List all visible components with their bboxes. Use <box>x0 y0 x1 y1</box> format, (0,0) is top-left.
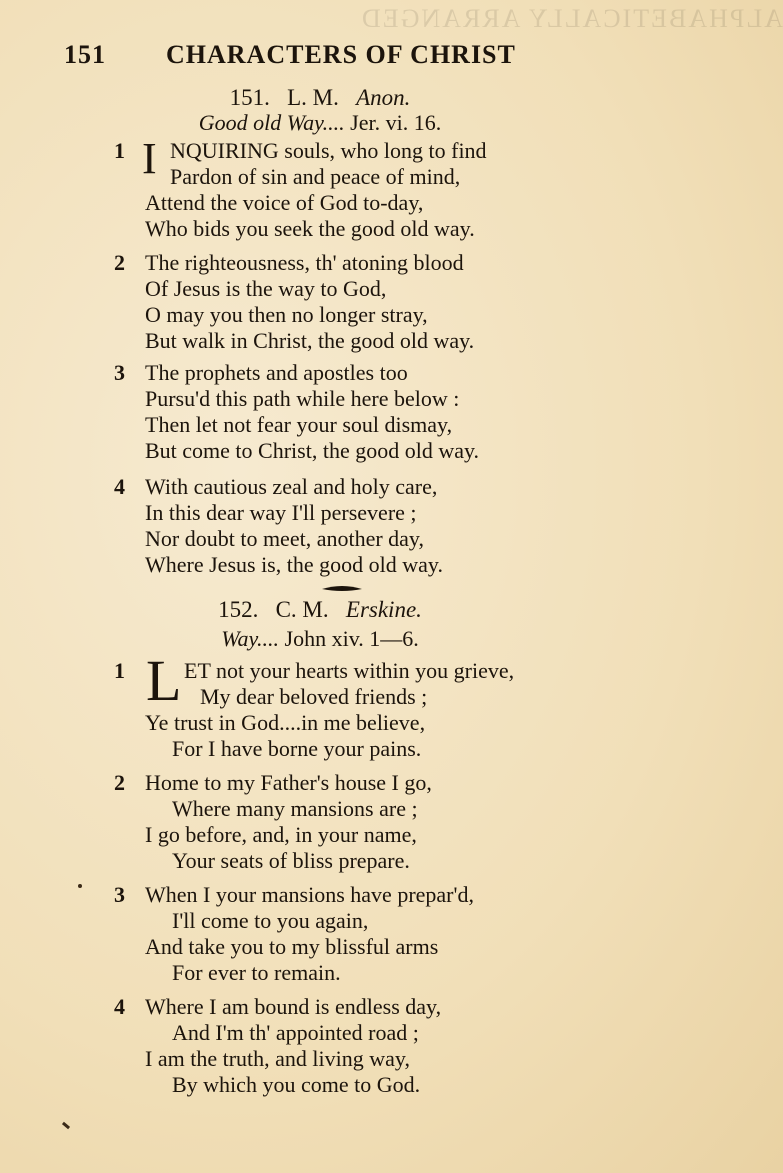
verse-line: Home to my Father's house I go, <box>145 770 432 795</box>
verse-line: Pardon of sin and peace of mind, <box>170 164 461 189</box>
verse-line: I'll come to you again, <box>172 908 369 933</box>
stanza-number: 2 <box>114 770 125 795</box>
stanza-number: 4 <box>114 474 125 499</box>
verse-line: Nor doubt to meet, another day, <box>145 526 424 551</box>
ornament-rule <box>322 585 362 593</box>
page-number: 151 <box>64 40 106 69</box>
hymn-theme: Way.... <box>221 626 280 651</box>
stanza-number: 1 <box>114 658 125 683</box>
verse-line: NQUIRING souls, who long to find <box>170 138 487 163</box>
running-header <box>0 40 640 74</box>
verse-line: For I have borne your pains. <box>172 736 422 761</box>
verse-line: By which you come to God. <box>172 1072 421 1097</box>
verse-line: O may you then no longer stray, <box>145 302 428 327</box>
verse-line: The prophets and apostles too <box>145 360 408 385</box>
verse-line: But walk in Christ, the good old way. <box>145 328 475 353</box>
hymn-meter: L. M. <box>287 85 339 110</box>
verse-line: And take you to my blissful arms <box>145 934 439 959</box>
verse-line: Then let not fear your soul dismay, <box>145 412 453 437</box>
drop-cap: I <box>142 134 157 183</box>
verse-line: With cautious zeal and holy care, <box>145 474 438 499</box>
drop-cap: L <box>146 648 182 713</box>
stanza-number: 3 <box>114 882 125 907</box>
hymn-meter: C. M. <box>275 597 329 622</box>
verse-line: And I'm th' appointed road ; <box>172 1020 419 1045</box>
stanza-number: 3 <box>114 360 125 385</box>
verse-line: ET not your hearts within you grieve, <box>184 658 515 683</box>
hymn-author: Erskine. <box>345 597 422 622</box>
hymn-151-heading <box>0 84 640 112</box>
hymn-number: 151. <box>229 85 270 110</box>
hymn-152-subtitle <box>0 626 640 652</box>
verse-line: Your seats of bliss prepare. <box>172 848 410 873</box>
ink-mark <box>62 1122 70 1129</box>
hymn-number: 152. <box>218 597 259 622</box>
bleed-through-text: ALPHABETICALLY ARRANGED <box>360 4 783 33</box>
verse-line: In this dear way I'll persevere ; <box>145 500 417 525</box>
verse-line: Where many mansions are ; <box>172 796 418 821</box>
hymn-151-subtitle <box>0 110 640 136</box>
verse-line: Of Jesus is the way to God, <box>145 276 387 301</box>
stanza-number: 4 <box>114 994 125 1019</box>
scripture-reference: Jer. vi. 16. <box>350 110 442 135</box>
stanza-number: 1 <box>114 138 125 163</box>
verse-line: I am the truth, and living way, <box>145 1046 410 1071</box>
verse-line: Ye trust in God....in me believe, <box>145 710 426 735</box>
verse-line: Pursu'd this path while here below : <box>145 386 460 411</box>
verse-line: The righteousness, th' atoning blood <box>145 250 464 275</box>
verse-line: When I your mansions have prepar'd, <box>145 882 474 907</box>
running-title: CHARACTERS OF CHRIST <box>166 40 516 69</box>
verse-line: Who bids you seek the good old way. <box>145 216 475 241</box>
verse-line: Where I am bound is endless day, <box>145 994 442 1019</box>
hymn-author: Anon. <box>356 85 411 110</box>
verse-line: For ever to remain. <box>172 960 341 985</box>
scripture-reference: John xiv. 1—6. <box>284 626 419 651</box>
verse-line: Where Jesus is, the good old way. <box>145 552 443 577</box>
verse-line: I go before, and, in your name, <box>145 822 417 847</box>
ink-mark <box>78 884 82 888</box>
hymn-152-heading <box>0 596 640 624</box>
verse-line: But come to Christ, the good old way. <box>145 438 480 463</box>
verse-line: Attend the voice of God to-day, <box>145 190 424 215</box>
verse-line: My dear beloved friends ; <box>200 684 428 709</box>
stanza-number: 2 <box>114 250 125 275</box>
hymn-theme: Good old Way.... <box>198 110 345 135</box>
